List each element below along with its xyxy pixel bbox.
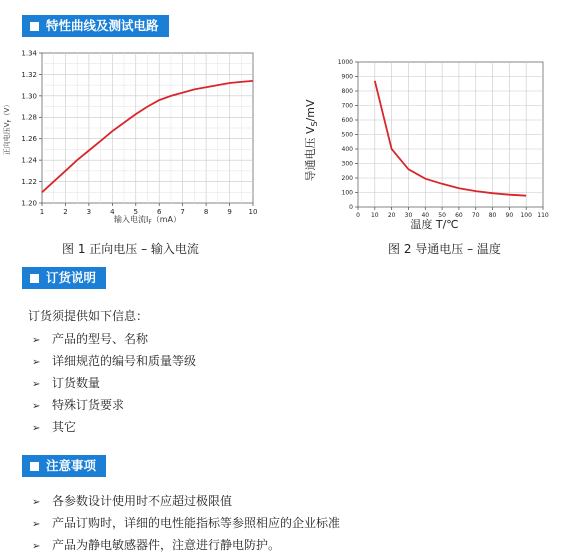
y-tick-label: 1.34 [21, 49, 37, 58]
y-axis-label [2, 101, 13, 156]
x-tick-label: 9 [227, 208, 232, 216]
x-tick-label: 20 [387, 212, 396, 219]
y-tick-label: 500 [341, 131, 353, 139]
list-item: ➢ 各参数设计使用时不应超过极限值 [32, 494, 233, 508]
x-tick-label: 30 [404, 212, 413, 219]
list-item: ➢ 产品为静电敏感器件，注意进行静电防护。 [32, 538, 281, 552]
y-tick-label: 1000 [337, 59, 353, 67]
axis-label-main: 输入电流I [114, 215, 149, 224]
axis-label-main: 导通电压 V [304, 126, 317, 182]
x-axis-label [114, 214, 181, 226]
axis-label-sub: F [6, 119, 13, 123]
y-tick-label: 200 [341, 175, 353, 183]
arrowhead-bullet-icon: ➢ [32, 357, 41, 368]
section-header-notice [22, 455, 106, 477]
figure2-caption: 图 2 导通电压 – 温度 [388, 242, 501, 256]
arrowhead-bullet-icon: ➢ [32, 423, 41, 434]
chart-forward-voltage-svg [0, 46, 270, 226]
y-tick-label: 1.30 [21, 92, 37, 101]
x-tick-label: 10 [370, 212, 379, 219]
figure1-caption: 图 1 正向电压 – 输入电流 [62, 242, 199, 256]
x-tick-label: 7 [180, 208, 185, 216]
arrowhead-bullet-icon: ➢ [32, 497, 41, 508]
axis-label-unit: /mV [304, 99, 317, 122]
arrowhead-bullet-icon: ➢ [32, 541, 41, 552]
y-tick-label: 100 [341, 189, 353, 197]
white-square-icon [30, 462, 39, 471]
x-tick-label: 100 [520, 212, 532, 219]
section-title: 注意事项 [46, 458, 97, 473]
y-tick-label: 300 [341, 160, 353, 168]
y-tick-label: 400 [341, 146, 353, 154]
x-tick-label: 110 [537, 212, 549, 219]
x-axis-label: 温度 T/℃ [410, 218, 459, 231]
list-item: ➢ 订货数量 [32, 376, 101, 390]
arrowhead-bullet-icon: ➢ [32, 401, 41, 412]
white-square-icon [30, 274, 39, 283]
x-tick-label: 6 [156, 208, 162, 216]
y-tick-label: 900 [341, 73, 353, 81]
y-tick-label: 1.32 [21, 70, 37, 79]
order-intro: 订货须提供如下信息： [28, 309, 149, 323]
y-tick-label: 700 [341, 102, 353, 110]
chart-conduction-voltage-svg [296, 52, 566, 237]
chart-conduction-voltage [296, 52, 566, 237]
arrowhead-bullet-icon: ➢ [32, 519, 41, 530]
x-tick-label: 5 [133, 208, 139, 216]
list-item: ➢ 详细规范的编号和质量等级 [32, 354, 197, 368]
x-tick-label: 1 [39, 208, 45, 216]
y-tick-label: 800 [341, 88, 353, 96]
section-title: 订货说明 [46, 270, 97, 285]
x-tick-label: 50 [438, 212, 446, 219]
arrowhead-bullet-icon: ➢ [32, 335, 41, 346]
x-tick-label: 90 [505, 212, 514, 219]
y-tick-label: 0 [349, 204, 353, 212]
x-tick-label: 3 [86, 208, 92, 216]
axis-label-sub: S [309, 121, 319, 127]
section-title: 特性曲线及测试电路 [46, 18, 159, 33]
list-item: ➢ 其它 [32, 420, 77, 434]
list-item: ➢ 产品的型号、名称 [32, 332, 149, 346]
y-axis-label [303, 99, 319, 181]
section-header-curves [22, 15, 169, 37]
axis-label-main: 正向电压V [3, 122, 11, 156]
x-tick-label: 8 [203, 208, 209, 216]
list-item: ➢ 产品订购时，详细的电性能指标等参照相应的企业标准 [32, 516, 341, 530]
y-tick-label: 600 [341, 117, 353, 125]
x-tick-label: 4 [110, 208, 115, 216]
x-tick-label: 2 [63, 208, 68, 216]
x-tick-label: 70 [471, 212, 480, 219]
x-tick-label: 40 [421, 212, 430, 219]
axis-label-unit: （V） [3, 100, 11, 120]
y-tick-label: 1.26 [21, 135, 37, 144]
y-tick-label: 1.20 [21, 199, 37, 208]
x-tick-label: 0 [356, 212, 360, 219]
x-tick-label: 10 [248, 208, 258, 216]
axis-label-sub: F [148, 220, 152, 226]
axis-label-unit: （mA） [151, 215, 181, 224]
white-square-icon [30, 22, 39, 31]
x-tick-label: 60 [455, 212, 463, 219]
x-tick-label: 80 [488, 212, 497, 219]
y-tick-label: 1.24 [21, 156, 37, 165]
chart-forward-voltage [0, 46, 270, 226]
y-tick-label: 1.22 [21, 178, 37, 187]
list-item: ➢ 特殊订货要求 [32, 398, 125, 412]
section-header-order [22, 267, 106, 289]
arrowhead-bullet-icon: ➢ [32, 379, 41, 390]
y-tick-label: 1.28 [21, 113, 37, 122]
